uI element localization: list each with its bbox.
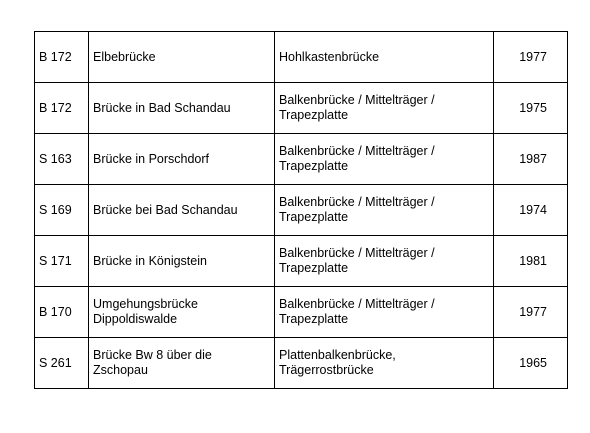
table-row	[35, 338, 568, 389]
bridge-type-cell: Balkenbrücke / Mittelträger / Trapezplatte	[275, 287, 494, 338]
build-year-cell: 1975	[494, 83, 568, 134]
table-row	[35, 134, 568, 185]
build-year-cell: 1977	[494, 287, 568, 338]
bridge-name-cell: Brücke in Porschdorf	[89, 134, 275, 185]
bridge-type-cell: Plattenbalkenbrücke, Trägerrostbrücke	[275, 338, 494, 389]
bridge-name-cell: Brücke bei Bad Schandau	[89, 185, 275, 236]
build-year-cell: 1977	[494, 32, 568, 83]
table-row	[35, 32, 568, 83]
table-row	[35, 236, 568, 287]
bridge-name-cell: Brücke in Königstein	[89, 236, 275, 287]
road-number-cell: S 169	[35, 185, 89, 236]
bridge-name-cell: Umgehungsbrücke Dippoldiswalde	[89, 287, 275, 338]
road-number-cell: S 261	[35, 338, 89, 389]
build-year-cell: 1981	[494, 236, 568, 287]
bridge-type-cell: Hohlkastenbrücke	[275, 32, 494, 83]
bridge-table	[34, 31, 568, 389]
bridge-type-cell: Balkenbrücke / Mittelträger / Trapezplatte	[275, 185, 494, 236]
bridge-name-cell: Brücke Bw 8 über die Zschopau	[89, 338, 275, 389]
build-year-cell: 1974	[494, 185, 568, 236]
road-number-cell: B 172	[35, 83, 89, 134]
road-number-cell: S 171	[35, 236, 89, 287]
bridge-name-cell: Elbebrücke	[89, 32, 275, 83]
build-year-cell: 1965	[494, 338, 568, 389]
table-row	[35, 185, 568, 236]
road-number-cell: B 172	[35, 32, 89, 83]
road-number-cell: S 163	[35, 134, 89, 185]
bridge-type-cell: Balkenbrücke / Mittelträger / Trapezplatte	[275, 83, 494, 134]
bridge-type-cell: Balkenbrücke / Mittelträger / Trapezplatte	[275, 134, 494, 185]
table-row	[35, 83, 568, 134]
table-row	[35, 287, 568, 338]
bridge-type-cell: Balkenbrücke / Mittelträger / Trapezplatte	[275, 236, 494, 287]
road-number-cell: B 170	[35, 287, 89, 338]
bridge-name-cell: Brücke in Bad Schandau	[89, 83, 275, 134]
build-year-cell: 1987	[494, 134, 568, 185]
